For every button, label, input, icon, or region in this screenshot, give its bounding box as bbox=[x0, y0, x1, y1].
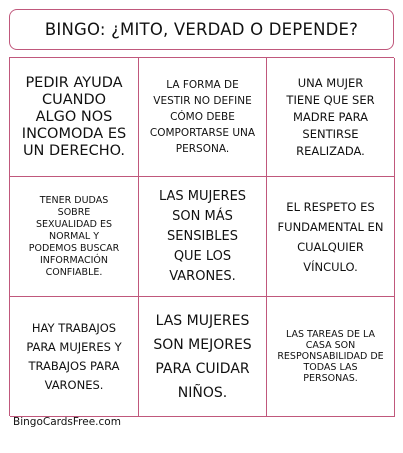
bingo-cell-text: EL RESPETO ES FUNDAMENTAL EN CUALQUIER VÍNCULO. bbox=[277, 199, 384, 274]
bingo-cell-text: LAS MUJERES SON MÁS SENSIBLES QUE LOS VARONES. bbox=[158, 188, 247, 284]
bingo-cell-3 bbox=[267, 58, 395, 177]
bingo-cell-text: TENER DUDAS SOBRE SEXUALIDAD ES NORMAL Y PODEMOS BUSCAR INFORMACIÓN CONFIABLE. bbox=[28, 194, 120, 278]
bingo-cell-2 bbox=[139, 58, 267, 177]
title-box bbox=[9, 9, 394, 50]
bingo-cell-1 bbox=[10, 58, 139, 177]
bingo-cell-text: LA FORMA DE VESTIR NO DEFINE CÓMO DEBE COMPORTARSE UNA PERSONA. bbox=[149, 79, 256, 155]
bingo-cell-6 bbox=[267, 177, 395, 297]
card-title: BINGO: ¿MITO, VERDAD O DEPENDE? bbox=[44, 20, 359, 39]
bingo-cell-text: LAS MUJERES SON MEJORES PARA CUIDAR NIÑOS. bbox=[153, 312, 252, 401]
footer-brand: BingoCardsFree.com bbox=[13, 416, 121, 428]
bingo-cell-7 bbox=[10, 297, 139, 417]
bingo-grid bbox=[9, 57, 394, 416]
bingo-cell-8 bbox=[139, 297, 267, 417]
bingo-cell-4 bbox=[10, 177, 139, 297]
bingo-cell-text: UNA MUJER TIENE QUE SER MADRE PARA SENTIRSE REALIZADA. bbox=[286, 75, 375, 158]
bingo-cell-text: LAS TAREAS DE LA CASA SON RESPONSABILIDAD DE TODAS LAS PERSONAS. bbox=[277, 329, 384, 384]
bingo-cell-text: HAY TRABAJOS PARA MUJERES Y TRABAJOS PARA VARONES. bbox=[26, 320, 122, 392]
bingo-cell-text: PEDIR AYUDA CUANDO ALGO NOS INCOMODA ES UN DERECHO. bbox=[21, 74, 127, 159]
bingo-cell-5 bbox=[139, 177, 267, 297]
bingo-cell-9 bbox=[267, 297, 395, 417]
